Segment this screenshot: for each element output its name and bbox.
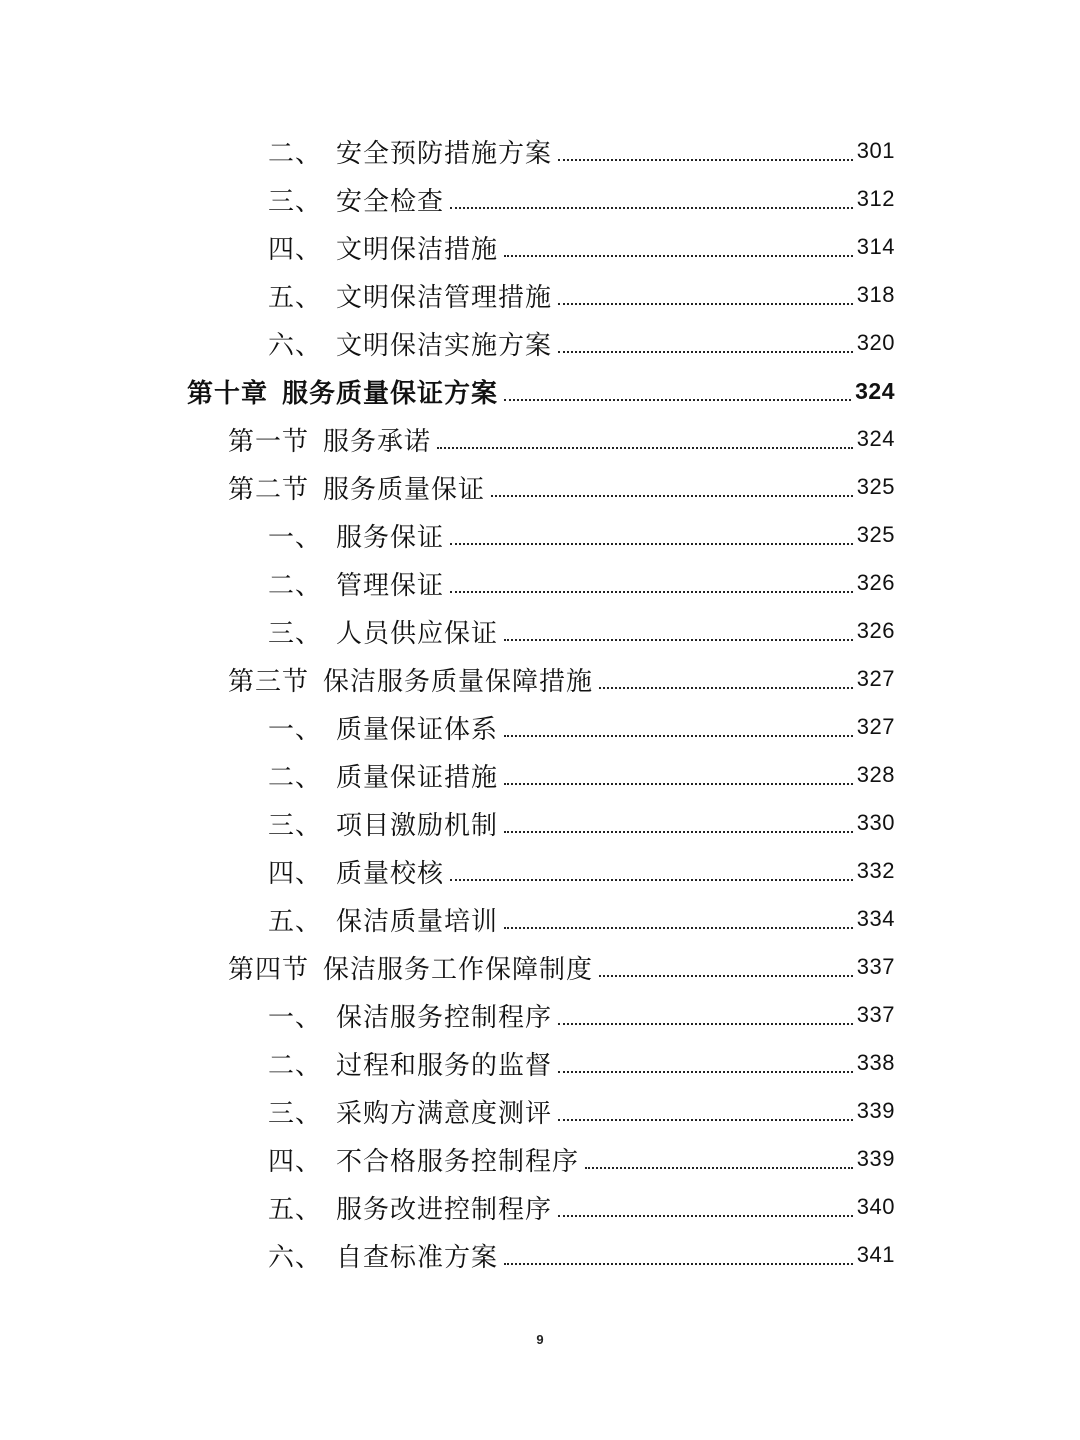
toc-entry-page: 337 — [856, 954, 895, 979]
page-number: 9 — [536, 1332, 544, 1347]
toc-entry-page: 326 — [856, 570, 895, 595]
toc-entry[interactable] — [0, 511, 1080, 559]
toc-entry-title: 保洁服务控制程序 — [336, 1002, 553, 1033]
toc-entry-number: 第一节 — [228, 426, 310, 457]
toc-entry[interactable] — [0, 223, 1080, 271]
toc-entry-title: 保洁质量培训 — [336, 906, 499, 937]
toc-leader-dots — [585, 1167, 853, 1169]
toc-entry-label — [268, 133, 552, 170]
toc-entry-number: 四、 — [268, 1146, 323, 1177]
toc-entry-label — [268, 565, 444, 602]
toc-entry-number: 六、 — [268, 330, 323, 361]
toc-entry-label — [268, 997, 552, 1034]
toc-entry[interactable] — [0, 607, 1080, 655]
toc-leader-dots — [504, 1263, 853, 1265]
toc-entry-number: 一、 — [268, 522, 323, 553]
toc-leader-dots — [558, 303, 853, 305]
toc-entry-title: 过程和服务的监督 — [336, 1050, 553, 1081]
toc-entry-page: 328 — [856, 762, 895, 787]
toc-entry-page: 325 — [856, 522, 895, 547]
toc-leader-dots — [558, 1023, 853, 1025]
toc-entry-title: 安全检查 — [336, 186, 445, 217]
toc-entry-label — [268, 757, 498, 794]
toc-entry-title: 不合格服务控制程序 — [336, 1146, 580, 1177]
toc-entry[interactable] — [0, 895, 1080, 943]
toc-entry-label — [268, 325, 552, 362]
toc-entry-label — [268, 709, 498, 746]
toc-entry-label — [268, 1189, 552, 1226]
toc-leader-dots — [450, 543, 853, 545]
toc-entry-number: 第十章 — [187, 378, 269, 409]
toc-entry-number: 三、 — [268, 1098, 323, 1129]
toc-entry-number: 一、 — [268, 714, 323, 745]
toc-entry-title: 质量校核 — [336, 858, 445, 889]
toc-entry-page: 312 — [856, 186, 895, 211]
toc-leader-dots — [504, 399, 851, 401]
toc-entry-title: 自查标准方案 — [336, 1242, 499, 1273]
toc-entry-number: 三、 — [268, 618, 323, 649]
toc-entry-title: 保洁服务工作保障制度 — [323, 954, 594, 985]
toc-entry[interactable] — [0, 319, 1080, 367]
toc-entry-title: 服务承诺 — [323, 426, 432, 457]
toc-entry-number: 五、 — [268, 282, 323, 313]
toc-entry[interactable] — [0, 1087, 1080, 1135]
toc-entry-label — [268, 1237, 498, 1274]
toc-entry-number: 五、 — [268, 906, 323, 937]
toc-entry-number: 第二节 — [228, 474, 310, 505]
toc-entry-label — [228, 949, 593, 986]
toc-leader-dots — [558, 351, 853, 353]
toc-entry-number: 第四节 — [228, 954, 310, 985]
toc-entry[interactable] — [0, 1231, 1080, 1279]
toc-entry-title: 质量保证体系 — [336, 714, 499, 745]
toc-entry-page: 330 — [856, 810, 895, 835]
toc-entry-title: 项目激励机制 — [336, 810, 499, 841]
toc-entry[interactable] — [0, 703, 1080, 751]
toc-entry-label — [268, 853, 444, 890]
toc-leader-dots — [491, 495, 853, 497]
toc-leader-dots — [504, 255, 853, 257]
toc-entry[interactable] — [0, 559, 1080, 607]
toc-entry-page: 338 — [856, 1050, 895, 1075]
toc-entry-label — [268, 1045, 552, 1082]
toc-entry-title: 保洁服务质量保障措施 — [323, 666, 594, 697]
toc-entry-page: 326 — [856, 618, 895, 643]
toc-chapter-entry[interactable] — [0, 367, 1080, 415]
toc-leader-dots — [504, 831, 853, 833]
toc-leader-dots — [450, 591, 853, 593]
toc-entry-number: 二、 — [268, 138, 323, 169]
toc-entry-label — [268, 805, 498, 842]
toc-entry[interactable] — [0, 751, 1080, 799]
toc-section-entry[interactable] — [0, 415, 1080, 463]
toc-entry[interactable] — [0, 1135, 1080, 1183]
toc-entry[interactable] — [0, 271, 1080, 319]
toc-entry-page: 337 — [856, 1002, 895, 1027]
toc-leader-dots — [450, 879, 853, 881]
toc-section-entry[interactable] — [0, 943, 1080, 991]
toc-entry-label — [268, 229, 498, 266]
toc-section-entry[interactable] — [0, 655, 1080, 703]
toc-leader-dots — [504, 735, 853, 737]
toc-section-entry[interactable] — [0, 463, 1080, 511]
toc-entry-number: 一、 — [268, 1002, 323, 1033]
toc-entry-number: 六、 — [268, 1242, 323, 1273]
toc-entry-number: 四、 — [268, 858, 323, 889]
toc-entry-title: 文明保洁措施 — [336, 234, 499, 265]
toc-entry-page: 325 — [856, 474, 895, 499]
toc-entry-page: 314 — [856, 234, 895, 259]
toc-entry-page: 301 — [856, 138, 895, 163]
toc-entry-page: 318 — [856, 282, 895, 307]
toc-entry-title: 服务改进控制程序 — [336, 1194, 553, 1225]
toc-entry-number: 四、 — [268, 234, 323, 265]
toc-entry-label — [268, 517, 444, 554]
toc-entry-number: 三、 — [268, 186, 323, 217]
table-of-contents — [0, 127, 1080, 1279]
toc-leader-dots — [504, 639, 853, 641]
toc-entry-number: 第三节 — [228, 666, 310, 697]
toc-entry[interactable] — [0, 1039, 1080, 1087]
toc-entry-label — [268, 1093, 552, 1130]
toc-entry-page: 339 — [856, 1146, 895, 1171]
toc-entry-label — [228, 421, 431, 458]
toc-entry[interactable] — [0, 1183, 1080, 1231]
toc-entry-page: 327 — [856, 714, 895, 739]
toc-entry-page: 324 — [855, 377, 895, 404]
toc-leader-dots — [450, 207, 853, 209]
toc-entry[interactable] — [0, 175, 1080, 223]
toc-entry-label — [268, 181, 444, 218]
toc-entry-label — [268, 277, 552, 314]
toc-leader-dots — [558, 1071, 853, 1073]
toc-entry-label — [268, 901, 498, 938]
toc-entry-title: 安全预防措施方案 — [336, 138, 553, 169]
toc-entry-page: 327 — [856, 666, 895, 691]
toc-entry-title: 服务质量保证 — [323, 474, 486, 505]
toc-entry[interactable] — [0, 799, 1080, 847]
toc-entry-page: 324 — [856, 426, 895, 451]
toc-entry-number: 三、 — [268, 810, 323, 841]
toc-entry-title: 采购方满意度测评 — [336, 1098, 553, 1129]
toc-entry-title: 文明保洁实施方案 — [336, 330, 553, 361]
toc-entry-label — [228, 469, 485, 506]
toc-entry-label — [187, 373, 498, 410]
toc-entry-number: 二、 — [268, 570, 323, 601]
toc-entry-page: 320 — [856, 330, 895, 355]
toc-entry-title: 服务质量保证方案 — [282, 378, 499, 409]
toc-entry-page: 339 — [856, 1098, 895, 1123]
toc-entry-title: 文明保洁管理措施 — [336, 282, 553, 313]
toc-entry-page: 332 — [856, 858, 895, 883]
toc-entry-page: 341 — [856, 1242, 895, 1267]
toc-entry-page: 340 — [856, 1194, 895, 1219]
toc-entry[interactable] — [0, 847, 1080, 895]
toc-leader-dots — [504, 783, 853, 785]
toc-entry-number: 二、 — [268, 1050, 323, 1081]
toc-entry-label — [268, 613, 498, 650]
toc-entry-title: 管理保证 — [336, 570, 445, 601]
toc-entry[interactable] — [0, 991, 1080, 1039]
toc-entry-title: 人员供应保证 — [336, 618, 499, 649]
toc-entry-title: 质量保证措施 — [336, 762, 499, 793]
toc-entry-title: 服务保证 — [336, 522, 445, 553]
toc-entry-number: 五、 — [268, 1194, 323, 1225]
toc-leader-dots — [558, 1119, 853, 1121]
toc-entry-page: 334 — [856, 906, 895, 931]
toc-leader-dots — [558, 159, 853, 161]
toc-entry-number: 二、 — [268, 762, 323, 793]
toc-leader-dots — [558, 1215, 853, 1217]
toc-entry[interactable] — [0, 127, 1080, 175]
toc-entry-label — [268, 1141, 579, 1178]
toc-entry-label — [228, 661, 593, 698]
toc-leader-dots — [599, 687, 853, 689]
toc-leader-dots — [437, 447, 853, 449]
toc-leader-dots — [504, 927, 853, 929]
toc-leader-dots — [599, 975, 853, 977]
